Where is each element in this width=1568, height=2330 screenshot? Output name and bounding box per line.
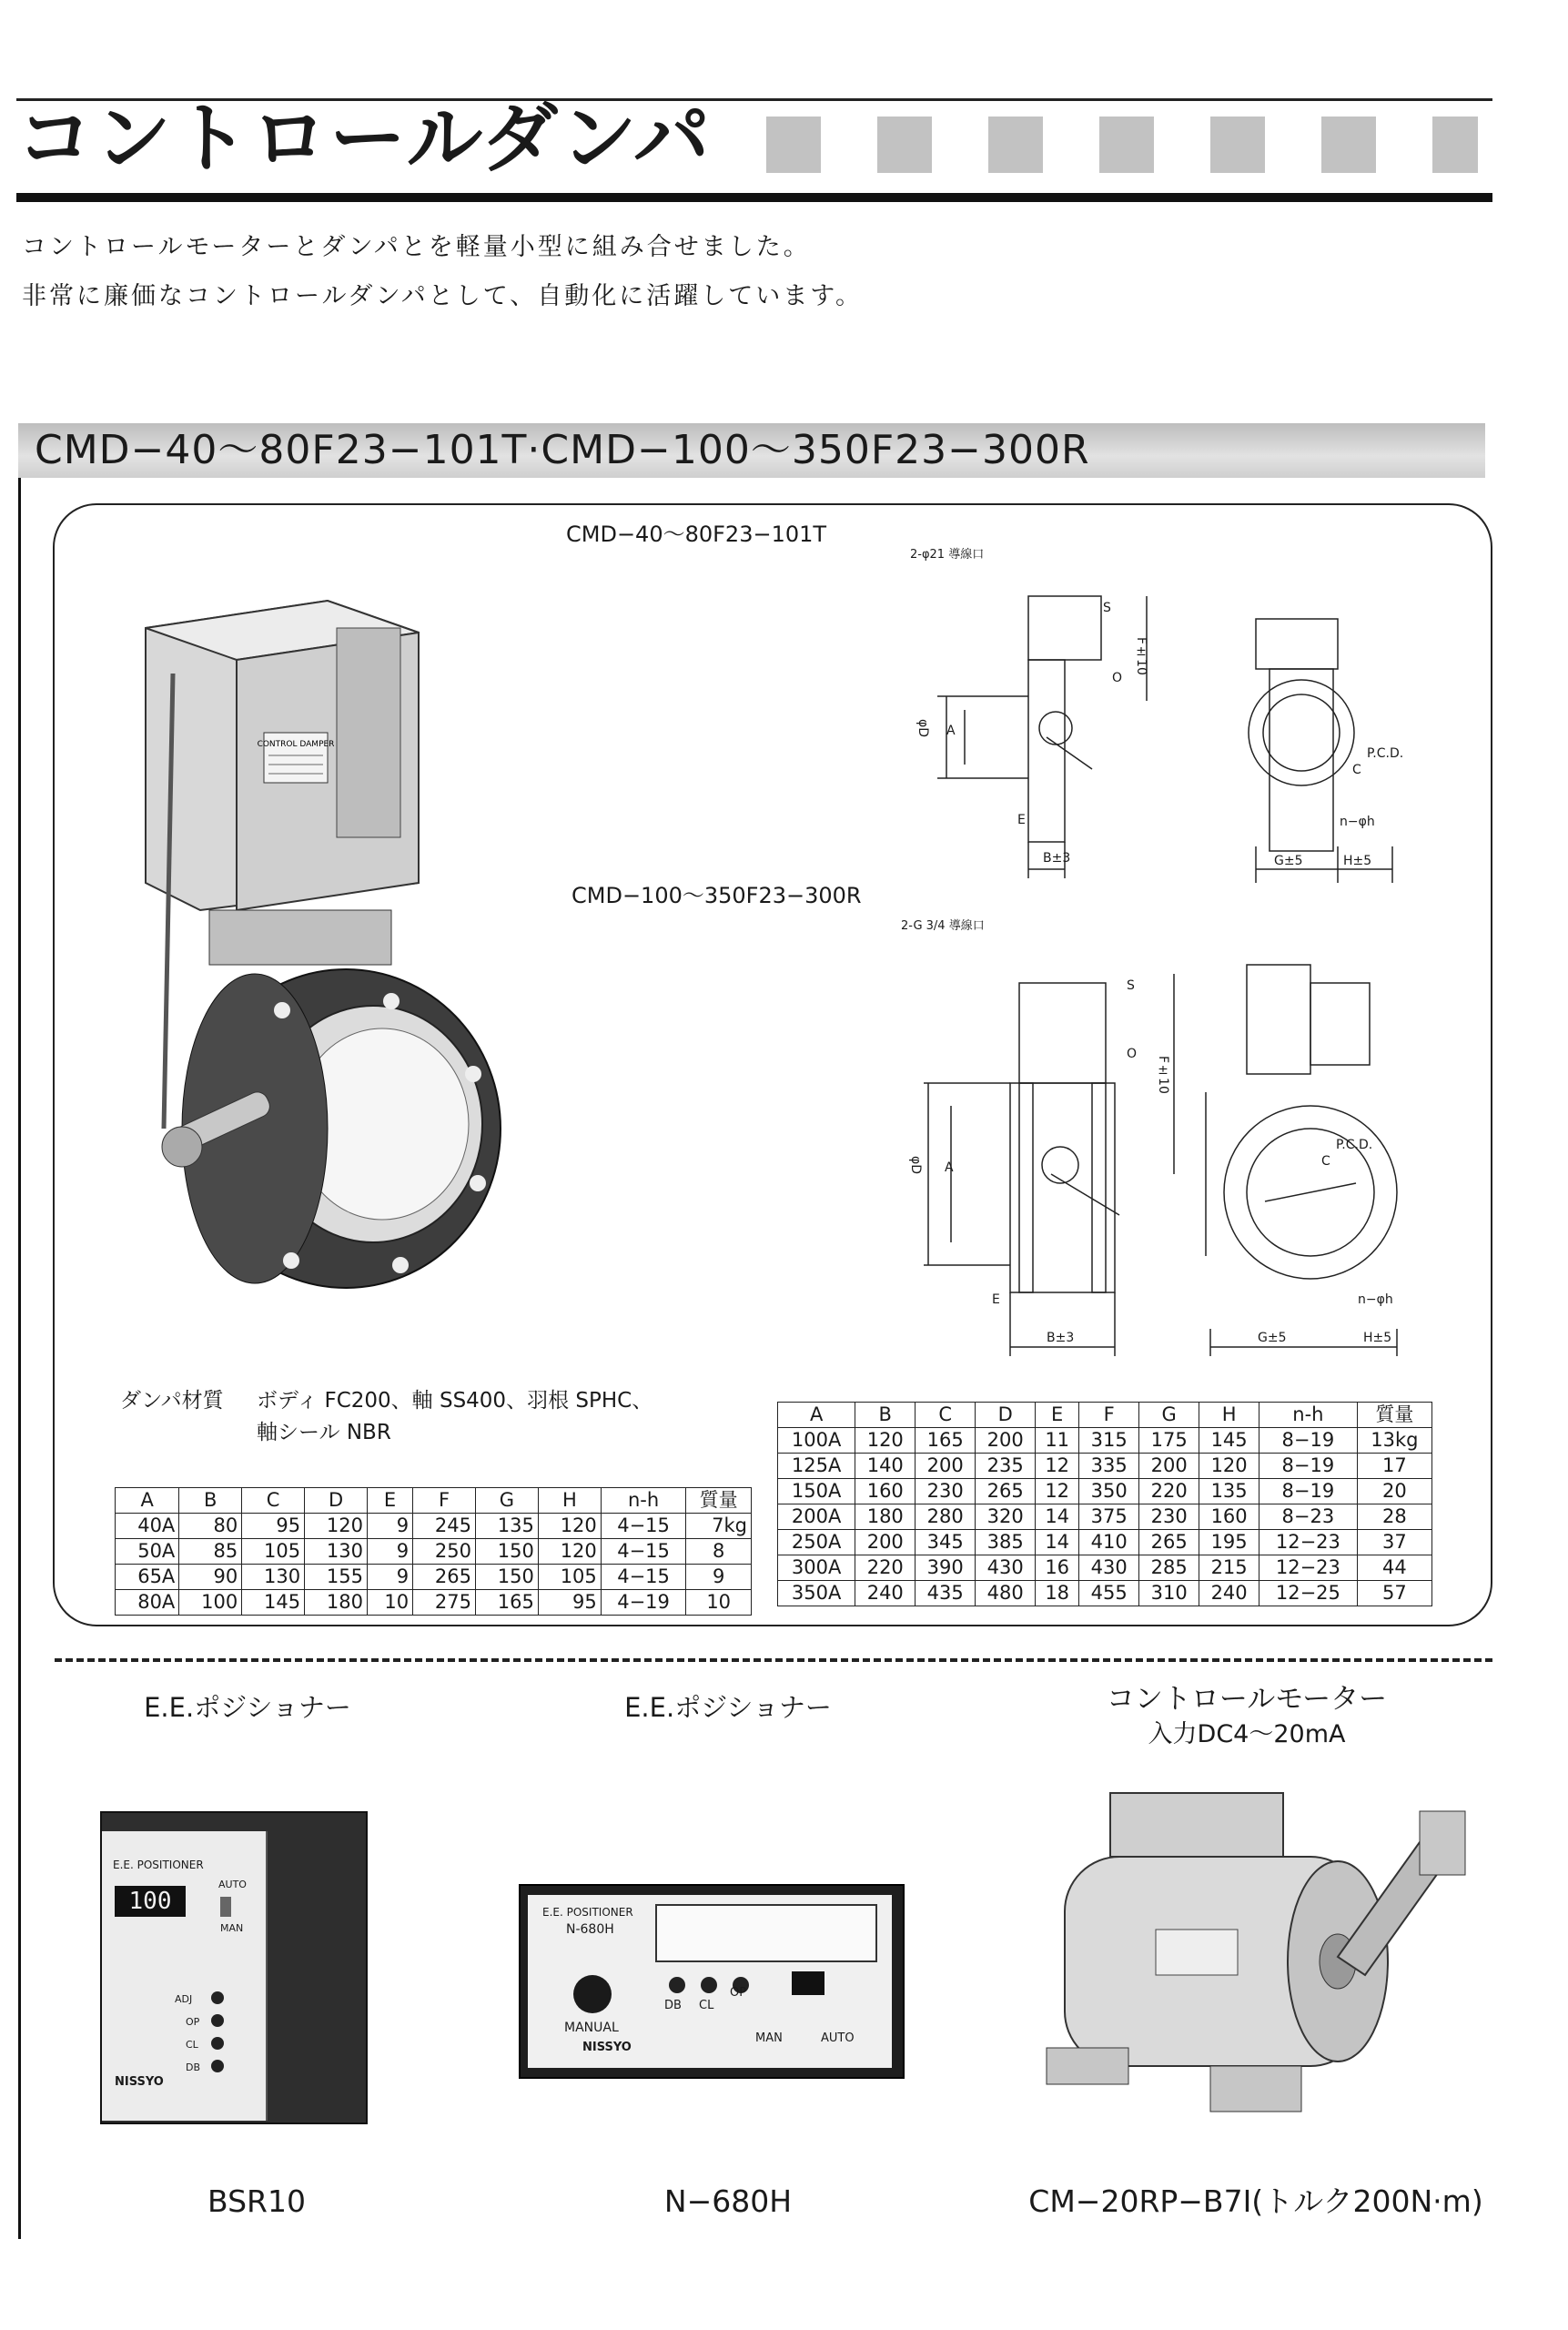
table-cell: 120 [538, 1539, 601, 1565]
n680h-front-panel [528, 1895, 892, 2068]
n680h-cl-led [701, 1977, 717, 1993]
bsr10-op-label: OP [186, 2016, 200, 2028]
table-cell: 410 [1079, 1530, 1139, 1555]
table-row [116, 1514, 752, 1539]
table-cell: 350 [1079, 1479, 1139, 1504]
table-cell: 125A [778, 1454, 855, 1479]
bsr10-db-label: DB [186, 2062, 201, 2073]
table-cell: 245 [413, 1514, 476, 1539]
table-cell: 180 [855, 1504, 916, 1530]
table-cell: 85 [179, 1539, 242, 1565]
table-cell: 200 [916, 1454, 976, 1479]
table-cell: 315 [1079, 1428, 1139, 1454]
table-row [778, 1555, 1432, 1581]
bsr10-op-led [211, 2014, 224, 2027]
table-cell: 12 [1036, 1479, 1079, 1504]
table-header: D [305, 1488, 368, 1514]
table-cell: 4−19 [601, 1590, 686, 1616]
bsr10-auto-label: AUTO [218, 1879, 247, 1890]
table-header: A [778, 1403, 855, 1428]
bsr10-man-label: MAN [220, 1922, 244, 1934]
d1-label-e: E [1017, 813, 1026, 827]
table-cell: 215 [1199, 1555, 1259, 1581]
d2-label-h: H±5 [1363, 1331, 1392, 1345]
d1-label-g: G±5 [1274, 854, 1303, 868]
title-decor-square [1099, 116, 1154, 173]
table-header: n-h [1259, 1403, 1358, 1428]
table-cell: 220 [1139, 1479, 1199, 1504]
product3-subcaption: 入力DC4〜20mA [1148, 1720, 1346, 1748]
nameplate-text: CONTROL DAMPER [257, 740, 335, 749]
table-cell: 160 [1199, 1504, 1259, 1530]
d1-label-nh: n−φh [1340, 815, 1375, 829]
table-cell: 385 [976, 1530, 1036, 1555]
table-cell: 155 [305, 1565, 368, 1590]
table-cell: 9 [367, 1514, 412, 1539]
drawing2-port-label: 2-G 3/4 導線口 [901, 919, 985, 933]
control-motor-photo [1028, 1775, 1483, 2157]
table-header: E [1036, 1403, 1079, 1428]
d2-label-nh: n−φh [1358, 1292, 1393, 1307]
n680h-auto-label: AUTO [821, 2031, 855, 2045]
d1-label-c: C [1352, 763, 1361, 777]
d2-label-b: B±3 [1047, 1331, 1075, 1345]
table-cell: 120 [305, 1514, 368, 1539]
table-cell: 200 [855, 1530, 916, 1555]
table-header-row [116, 1488, 752, 1514]
table-cell: 265 [976, 1479, 1036, 1504]
table-cell: 135 [1199, 1479, 1259, 1504]
d2-label-c: C [1321, 1154, 1330, 1169]
table-cell: 335 [1079, 1454, 1139, 1479]
n680h-cl-label: CL [699, 1999, 714, 2012]
table-cell: 480 [976, 1581, 1036, 1606]
d1-label-b: B±3 [1043, 851, 1071, 866]
table-cell: 40A [116, 1514, 179, 1539]
intro-line-2: 非常に廉価なコントロールダンパとして、自動化に活躍しています。 [22, 282, 864, 310]
product2-caption: E.E.ポジショナー [624, 1692, 832, 1723]
table-row [116, 1590, 752, 1616]
table-cell: 120 [1199, 1454, 1259, 1479]
table-cell: 195 [1199, 1530, 1259, 1555]
table-cell: 175 [1139, 1428, 1199, 1454]
table-cell: 200 [1139, 1454, 1199, 1479]
table-cell: 220 [855, 1555, 916, 1581]
d2-label-phid: φD [908, 1156, 923, 1175]
table-row [778, 1504, 1432, 1530]
table-header: B [179, 1488, 242, 1514]
table-cell: 310 [1139, 1581, 1199, 1606]
product1-caption: E.E.ポジショナー [144, 1692, 351, 1723]
table-header: G [476, 1488, 539, 1514]
table-cell: 120 [538, 1514, 601, 1539]
table-cell: 130 [242, 1565, 305, 1590]
intro-line-1: コントロールモーターとダンパとを軽量小型に組み合せました。 [22, 233, 811, 261]
table-cell: 120 [855, 1428, 916, 1454]
bsr10-title-text: E.E. POSITIONER [113, 1859, 204, 1871]
table-header: H [538, 1488, 601, 1514]
table-header: D [976, 1403, 1036, 1428]
table-cell: 240 [1199, 1581, 1259, 1606]
table-row [778, 1454, 1432, 1479]
table-cell: 160 [855, 1479, 916, 1504]
table-cell: 265 [413, 1565, 476, 1590]
table-header: B [855, 1403, 916, 1428]
n680h-manual-knob[interactable] [573, 1975, 612, 2013]
material-line-2: 軸シール NBR [257, 1421, 391, 1444]
table-row [778, 1530, 1432, 1555]
spec-table-small [115, 1487, 752, 1616]
table-header-row [778, 1403, 1432, 1428]
table-cell: 345 [916, 1530, 976, 1555]
table-cell: 280 [916, 1504, 976, 1530]
table-cell: 180 [305, 1590, 368, 1616]
table-cell: 200 [976, 1428, 1036, 1454]
table-cell: 150 [476, 1565, 539, 1590]
title-decor-square [877, 116, 932, 173]
title-bottom-rule [16, 193, 1492, 202]
bsr10-cl-led [211, 2037, 224, 2050]
n680h-db-knob[interactable] [669, 1977, 685, 1993]
table-cell: 95 [242, 1514, 305, 1539]
bsr10-adj-knob[interactable] [211, 1991, 224, 2004]
bsr10-adj-label: ADJ [175, 1993, 193, 2005]
d1-label-phid: φD [916, 719, 930, 738]
table-header: 質量 [686, 1488, 752, 1514]
table-cell: 455 [1079, 1581, 1139, 1606]
table-cell: 300A [778, 1555, 855, 1581]
table-cell: 9 [686, 1565, 752, 1590]
n680h-meter [655, 1904, 877, 1962]
d2-label-pcd: P.C.D. [1336, 1138, 1373, 1152]
title-decor-square [1321, 116, 1376, 173]
table-header: C [242, 1488, 305, 1514]
table-cell: 105 [242, 1539, 305, 1565]
d1-label-a: A [946, 724, 956, 738]
table-cell: 235 [976, 1454, 1036, 1479]
table-row [116, 1565, 752, 1590]
material-label: ダンパ材質 [120, 1389, 224, 1413]
table-header: E [367, 1488, 412, 1514]
table-cell: 430 [1079, 1555, 1139, 1581]
product2-model: N−680H [663, 2183, 793, 2219]
n680h-mode-switch[interactable] [792, 1971, 824, 1995]
spec-table-large [777, 1402, 1432, 1606]
table-row [116, 1539, 752, 1565]
table-cell: 7kg [686, 1514, 752, 1539]
bsr10-mode-switch[interactable] [220, 1897, 231, 1917]
table-cell: 12−23 [1259, 1555, 1358, 1581]
table-cell: 28 [1357, 1504, 1431, 1530]
section-left-rule [18, 478, 21, 2239]
table-cell: 4−15 [601, 1539, 686, 1565]
table-cell: 50A [116, 1539, 179, 1565]
table-cell: 8−19 [1259, 1428, 1358, 1454]
title-decor-square [1210, 116, 1265, 173]
d2-label-a: A [945, 1160, 954, 1175]
d1-label-s: S [1103, 601, 1111, 615]
table-header: 質量 [1357, 1403, 1431, 1428]
table-cell: 165 [476, 1590, 539, 1616]
table-cell: 37 [1357, 1530, 1431, 1555]
table-cell: 430 [976, 1555, 1036, 1581]
n680h-man-label: MAN [755, 2031, 783, 2045]
table-cell: 95 [538, 1590, 601, 1616]
table-cell: 100A [778, 1428, 855, 1454]
bsr10-display: 100 [115, 1886, 186, 1917]
title-decor-square [988, 116, 1043, 173]
table-cell: 17 [1357, 1454, 1431, 1479]
table-cell: 16 [1036, 1555, 1079, 1581]
table-cell: 80 [179, 1514, 242, 1539]
n680h-db-label: DB [664, 1999, 682, 2012]
d1-label-pcd: P.C.D. [1367, 746, 1404, 761]
material-line-1: ボディ FC200、軸 SS400、羽根 SPHC、 [257, 1389, 653, 1413]
table-cell: 390 [916, 1555, 976, 1581]
damper-photo [118, 582, 546, 1311]
table-cell: 10 [686, 1590, 752, 1616]
product3-caption: コントロールモーター [1106, 1683, 1388, 1716]
table-header: F [1079, 1403, 1139, 1428]
d2-label-e: E [992, 1292, 1000, 1307]
table-cell: 44 [1357, 1555, 1431, 1581]
bsr10-cl-label: CL [186, 2039, 198, 2051]
table-header: H [1199, 1403, 1259, 1428]
title-decor-square [766, 116, 821, 173]
bsr10-brand: NISSYO [115, 2075, 164, 2089]
table-cell: 90 [179, 1565, 242, 1590]
table-cell: 240 [855, 1581, 916, 1606]
drawing1-diagram [901, 555, 1447, 892]
drawing2-title: CMD−100〜350F23−300R [572, 883, 862, 908]
table-row [778, 1428, 1432, 1454]
bsr10-device [100, 1811, 368, 2124]
table-cell: 250A [778, 1530, 855, 1555]
table-cell: 9 [367, 1565, 412, 1590]
table-cell: 20 [1357, 1479, 1431, 1504]
dashed-divider [55, 1658, 1492, 1662]
table-cell: 12−23 [1259, 1530, 1358, 1555]
table-cell: 230 [1139, 1504, 1199, 1530]
bsr10-db-knob[interactable] [211, 2060, 224, 2072]
table-cell: 105 [538, 1565, 601, 1590]
table-cell: 230 [916, 1479, 976, 1504]
table-cell: 4−15 [601, 1514, 686, 1539]
table-cell: 18 [1036, 1581, 1079, 1606]
table-cell: 65A [116, 1565, 179, 1590]
table-header: n-h [601, 1488, 686, 1514]
table-cell: 150 [476, 1539, 539, 1565]
d1-label-f: F±10 [1134, 637, 1148, 675]
table-cell: 14 [1036, 1504, 1079, 1530]
table-cell: 8−19 [1259, 1454, 1358, 1479]
table-cell: 140 [855, 1454, 916, 1479]
table-header: F [413, 1488, 476, 1514]
drawing1-title: CMD−40〜80F23−101T [566, 522, 827, 547]
table-cell: 150A [778, 1479, 855, 1504]
d2-label-s: S [1127, 978, 1135, 993]
table-cell: 11 [1036, 1428, 1079, 1454]
table-cell: 13kg [1357, 1428, 1431, 1454]
table-cell: 350A [778, 1581, 855, 1606]
table-cell: 375 [1079, 1504, 1139, 1530]
table-cell: 130 [305, 1539, 368, 1565]
d2-label-f: F±10 [1156, 1056, 1170, 1094]
table-cell: 80A [116, 1590, 179, 1616]
n680h-model-text: N-680H [566, 1922, 614, 1937]
table-cell: 145 [1199, 1428, 1259, 1454]
table-cell: 265 [1139, 1530, 1199, 1555]
table-cell: 200A [778, 1504, 855, 1530]
n680h-manual-label: MANUAL [564, 2021, 619, 2035]
table-cell: 12 [1036, 1454, 1079, 1479]
table-header: C [916, 1403, 976, 1428]
n680h-title-text: E.E. POSITIONER [542, 1906, 633, 1919]
product3-model: CM−20RP−B7I(トルク200N·m) [1028, 2183, 1483, 2219]
product1-model: BSR10 [207, 2183, 306, 2219]
table-header: A [116, 1488, 179, 1514]
n680h-brand: NISSYO [582, 2041, 632, 2054]
d1-label-o: O [1112, 671, 1123, 685]
table-cell: 100 [179, 1590, 242, 1616]
table-row [778, 1479, 1432, 1504]
n680h-device [519, 1884, 905, 2079]
table-cell: 8−19 [1259, 1479, 1358, 1504]
drawing1-port-label: 2-φ21 導線口 [910, 548, 985, 562]
table-cell: 250 [413, 1539, 476, 1565]
table-cell: 8 [686, 1539, 752, 1565]
table-cell: 8−23 [1259, 1504, 1358, 1530]
table-cell: 14 [1036, 1530, 1079, 1555]
d2-label-g: G±5 [1258, 1331, 1287, 1345]
table-cell: 275 [413, 1590, 476, 1616]
bsr10-front-panel [102, 1831, 268, 2121]
table-row [778, 1581, 1432, 1606]
title-decor-square [1432, 116, 1478, 173]
table-cell: 135 [476, 1514, 539, 1539]
table-header: G [1139, 1403, 1199, 1428]
d2-label-o: O [1127, 1047, 1138, 1061]
table-cell: 320 [976, 1504, 1036, 1530]
table-cell: 57 [1357, 1581, 1431, 1606]
table-cell: 12−25 [1259, 1581, 1358, 1606]
page-title: コントロールダンパ [16, 94, 712, 183]
d1-label-h: H±5 [1343, 854, 1372, 868]
table-cell: 435 [916, 1581, 976, 1606]
section-heading: CMD−40〜80F23−101T·CMD−100〜350F23−300R [35, 427, 1090, 473]
table-cell: 10 [367, 1590, 412, 1616]
table-cell: 165 [916, 1428, 976, 1454]
table-cell: 9 [367, 1539, 412, 1565]
n680h-op-label: OP [730, 1986, 747, 2000]
table-cell: 145 [242, 1590, 305, 1616]
table-cell: 4−15 [601, 1565, 686, 1590]
table-cell: 285 [1139, 1555, 1199, 1581]
